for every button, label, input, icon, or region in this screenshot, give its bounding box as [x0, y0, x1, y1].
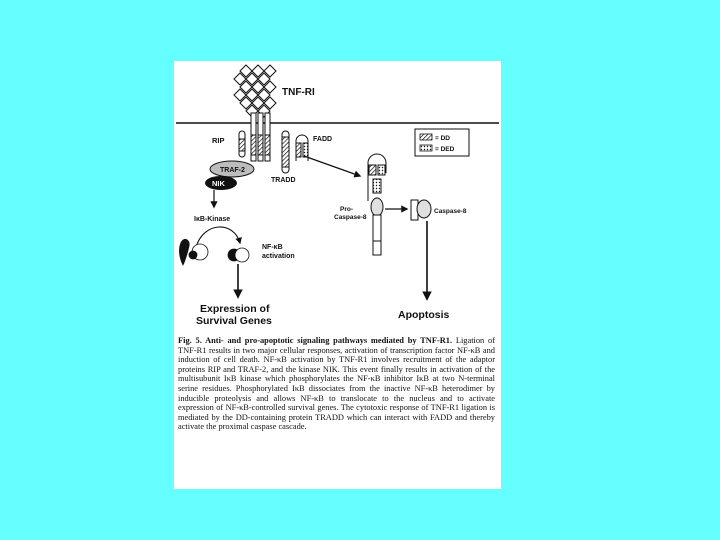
nfkb-label-line1: NF-κB — [262, 244, 283, 251]
nik-label: NIK — [212, 179, 225, 188]
caption-body: Ligation of TNF-R1 results in two major cellular responses, activation of transcription factor NF-κB and induction of cell death. NF-κB activation by TNF-R1 involves recruitment of the adaptor proteins RIP and TRAF-2, and the kinase NIK. This event finally results in activation of the multisubunit IκB kinase which phosphorylates the NF-κB inhibitor IκB at two N-terminal serine residues. Phosphorylated IκB dissociates from the inactive NF-κB heterodimer by inducible proteolysis and allows NF-κB to translocate to the nucleus and to activate expression of NF-κB-controlled survival genes. The cytotoxic response of TNF-R1 ligation is mediated by the DD-containing protein TRADD which can interact with FADD and thereby activate the proximal caspase cascade. — [178, 336, 495, 432]
legend-box — [415, 129, 469, 156]
tnf-r1-receptor — [251, 113, 270, 161]
rip-protein — [239, 131, 245, 157]
caspase8-label: Caspase-8 — [434, 208, 467, 215]
ikb-kinase-label: IκB-Kinase — [194, 216, 231, 223]
tnf-ri-label: TNF-RI — [282, 87, 315, 98]
tradd-protein — [282, 131, 289, 173]
fadd-procaspase-complex — [368, 154, 386, 255]
ikb-phosphorylation-arrow — [196, 227, 240, 247]
caspase8-protein — [411, 200, 431, 220]
rip-label: RIP — [212, 136, 225, 145]
figure-caption — [178, 336, 495, 432]
procaspase-label-line1: Pro- — [340, 206, 353, 213]
nfkb-ikb-complex — [179, 239, 208, 265]
apoptosis-label: Apoptosis — [398, 309, 450, 321]
survival-label-line2: Survival Genes — [196, 315, 272, 327]
procaspase-label-line2: Caspase-8 — [334, 214, 367, 221]
nfkb-label-line2: activation — [262, 253, 295, 260]
dd-swatch — [420, 134, 432, 140]
pathway-diagram — [174, 61, 501, 336]
tradd-label: TRADD — [271, 177, 296, 184]
legend-dd-label: = DD — [435, 135, 450, 142]
arrow-to-fadd — [304, 156, 360, 176]
tnf-ligand-trimer — [234, 65, 276, 117]
legend-ded-label: = DED — [435, 146, 455, 153]
fadd-label: FADD — [313, 136, 333, 143]
survival-label-line1: Expression of — [200, 303, 270, 315]
nfkb-dimer — [228, 248, 249, 262]
traf2-label: TRAF-2 — [220, 167, 245, 174]
ded-swatch — [420, 145, 432, 151]
caption-heading: Fig. 5. Anti- and pro-apoptotic signaling pathways mediated by TNF-R1. — [178, 336, 453, 345]
figure-page — [174, 61, 501, 489]
